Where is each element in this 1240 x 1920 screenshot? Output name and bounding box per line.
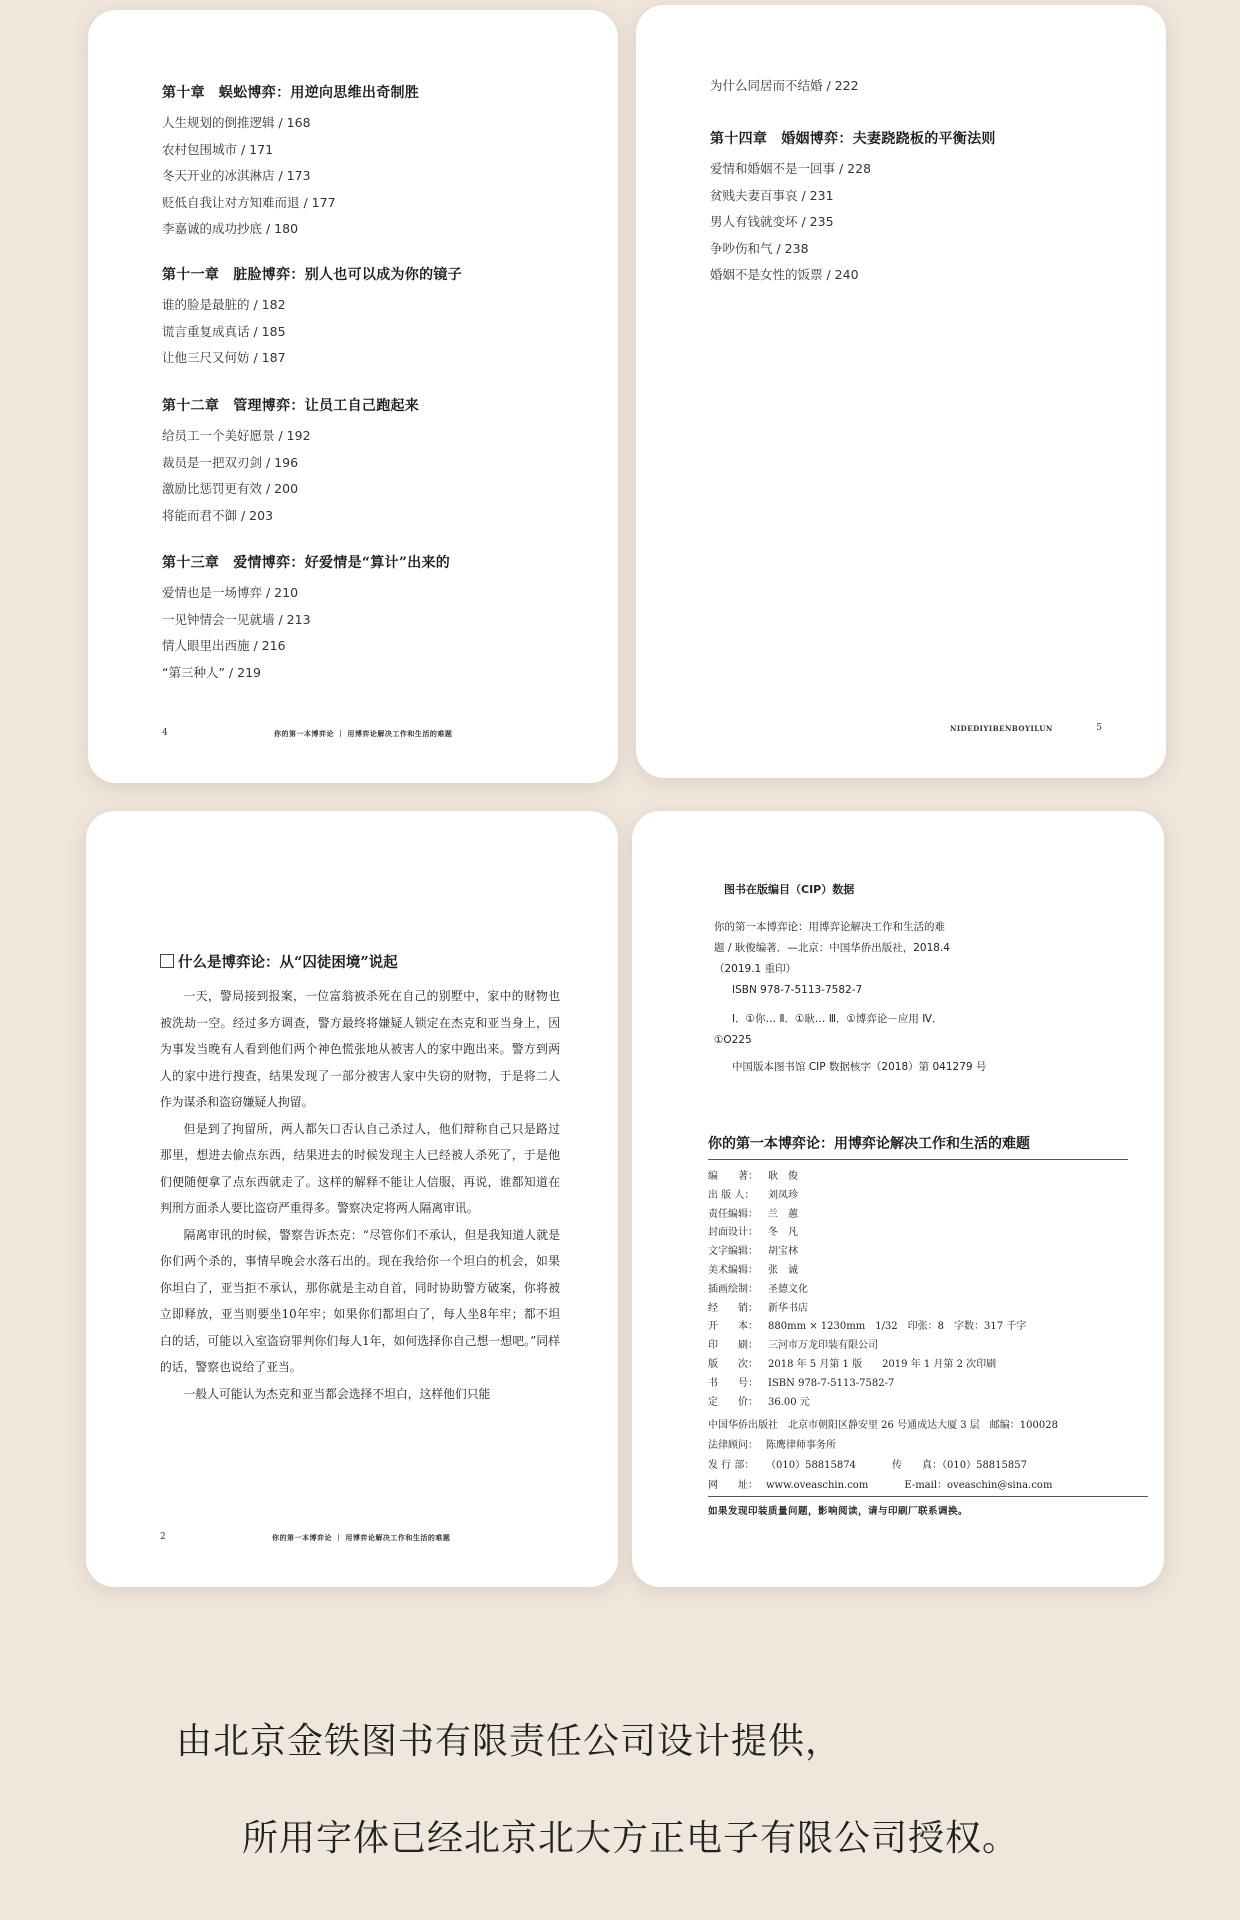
credit-row: 定 价： 36.00 元 bbox=[708, 1396, 810, 1408]
toc-item: 李嘉诚的成功抄底 / 180 bbox=[162, 221, 299, 236]
body-page bbox=[86, 811, 618, 1587]
credit-row: 封面设计： 冬 凡 bbox=[708, 1227, 798, 1239]
chapter-block-10 bbox=[162, 82, 598, 243]
running-head: NIDEDIYIBENBOYILUN bbox=[950, 724, 1053, 733]
toc-item: 爱情和婚姻不是一回事 / 228 bbox=[710, 161, 872, 176]
toc-item: 男人有钱就变坏 / 235 bbox=[710, 214, 834, 229]
cip-line: ISBN 978-7-5113-7582-7 bbox=[732, 984, 863, 996]
credit-row: 美术编辑： 张 诚 bbox=[708, 1264, 798, 1276]
cip-line: （2019.1 重印） bbox=[714, 963, 797, 975]
credit-row: 插画绘制： 圣德文化 bbox=[708, 1283, 808, 1295]
toc-page-right bbox=[636, 5, 1166, 778]
section-title: 什么是博弈论：从“囚徒困境”说起 bbox=[160, 951, 398, 972]
credit-row: 书 号： ISBN 978-7-5113-7582-7 bbox=[708, 1377, 895, 1389]
chapter-title: 第十四章 婚姻博弈：夫妻跷跷板的平衡法则 bbox=[710, 131, 996, 147]
toc-item: 贫贱夫妻百事哀 / 231 bbox=[710, 187, 834, 203]
credit-row: 责任编辑： 兰 蕙 bbox=[708, 1208, 798, 1220]
chapter-block-13 bbox=[162, 552, 598, 686]
publisher-line: 中国华侨出版社 北京市朝阳区静安里 26 号通成达大厦 3 层 邮编：100028 bbox=[708, 1420, 1058, 1431]
cip-line: 题 / 耿俊编著．—北京：中国华侨出版社，2018.4 bbox=[714, 942, 950, 954]
square-bullet-icon bbox=[160, 954, 174, 968]
chapter-block-continued bbox=[710, 73, 1146, 100]
credit-row: 开 本： 880mm × 1230mm 1/32 印张：8 字数：317 千字 bbox=[708, 1321, 1027, 1333]
cip-line: 中国版本图书馆 CIP 数据核字（2018）第 041279 号 bbox=[732, 1061, 987, 1073]
toc-item: 婚姻不是女性的饭票 / 240 bbox=[710, 267, 859, 282]
body-text bbox=[160, 983, 560, 1407]
running-head: 你的第一本博弈论 ｜ 用博弈论解决工作和生活的难题 bbox=[272, 1533, 451, 1542]
chapter-title: 第十章 蜈蚣博弈：用逆向思维出奇制胜 bbox=[162, 85, 420, 101]
page-number: 4 bbox=[162, 728, 168, 738]
cip-line: 你的第一本博弈论：用博弈论解决工作和生活的难 bbox=[714, 921, 945, 933]
quality-notice: 如果发现印装质量问题，影响阅读，请与印刷厂联系调换。 bbox=[708, 1506, 969, 1517]
cip-heading: 图书在版编目（CIP）数据 bbox=[724, 883, 855, 896]
credit-row: 文字编辑： 胡宝林 bbox=[708, 1246, 798, 1258]
chapter-block-14 bbox=[710, 128, 1146, 289]
credit-row: 编 著： 耿 俊 bbox=[708, 1171, 798, 1182]
toc-item: 谎言重复成真话 / 185 bbox=[162, 323, 286, 339]
credit-row: 版 次： 2018 年 5 月第 1 版 2019 年 1 月第 2 次印刷 bbox=[708, 1358, 997, 1370]
contact-row: 发 行 部： （010）58815874 传 真：（010）58815857 bbox=[708, 1460, 1027, 1471]
toc-item: 争吵伤和气 / 238 bbox=[710, 240, 809, 256]
toc-item: 人生规划的倒推逻辑 / 168 bbox=[162, 115, 311, 130]
cip-line: ①O225 bbox=[714, 1034, 752, 1046]
toc-item: 让他三尺又何妨 / 187 bbox=[162, 350, 286, 365]
toc-page-left bbox=[88, 10, 618, 783]
toc-item: 给员工一个美好愿景 / 192 bbox=[162, 428, 311, 443]
credit-line-1: 由北京金铁图书有限责任公司设计提供， bbox=[176, 1721, 843, 1762]
paragraph: 一般人可能认为杰克和亚当都会选择不坦白，这样他们只能 bbox=[183, 1386, 491, 1401]
chapter-block-12 bbox=[162, 395, 598, 529]
credit-row: 印 刷： 三河市万龙印装有限公司 bbox=[708, 1340, 878, 1352]
toc-item: 谁的脸是最脏的 / 182 bbox=[162, 297, 286, 312]
paragraph: 一天，警局接到报案，一位富翁被杀死在自己的别墅中，家中的财物也被洗劫一空。经过多方调查，警方最终将嫌疑人锁定在杰克和亚当身上，因为事发当晚有人看到他们两个神色慌张地从被害人的家中跑出来。警方到两人的家中进行搜查，结果发现了一部分被害人家中失窃的财物，于是将二人作为谋杀和盗窃嫌疑人拘留。 bbox=[160, 989, 560, 1109]
toc-item: 为什么同居而不结婚 / 222 bbox=[710, 78, 859, 93]
publisher-block bbox=[708, 1416, 1148, 1517]
chapter-title: 第十二章 管理博弈：让员工自己跑起来 bbox=[162, 398, 420, 414]
page-number: 5 bbox=[1096, 723, 1102, 733]
running-head: 你的第一本博弈论 ｜ 用博弈论解决工作和生活的难题 bbox=[274, 729, 453, 738]
credit-line-2: 所用字体已经北京北大方正电子有限公司授权。 bbox=[242, 1818, 1020, 1859]
toc-item: 冬天开业的冰淇淋店 / 173 bbox=[162, 168, 311, 183]
credit-row: 经 销： 新华书店 bbox=[708, 1302, 808, 1314]
chapter-block-11 bbox=[162, 264, 598, 372]
paragraph: 但是到了拘留所，两人都矢口否认自己杀过人，他们辩称自己只是路过那里，想进去偷点东西，结果进去的时候发现主人已经被人杀死了，于是他们便随便拿了点东西就走了。这样的解释不能让人信服，再说，谁都知道在判刑方面杀人要比盗窃严重得多。警察决定将两人隔离审讯。 bbox=[160, 1121, 560, 1215]
toc-item: 一见钟情会一见就墙 / 213 bbox=[162, 611, 311, 627]
toc-item: 激励比惩罚更有效 / 200 bbox=[162, 481, 299, 496]
toc-item: 爱情也是一场博弈 / 210 bbox=[162, 585, 299, 600]
toc-item: “第三种人” / 219 bbox=[162, 664, 261, 680]
legal-row: 法律顾问： 陈鹰律师事务所 bbox=[708, 1440, 836, 1451]
credits-list bbox=[708, 1168, 1138, 1412]
web-row: 网 址： www.oveaschin.com E-mail：oveaschin@sina.com bbox=[708, 1476, 1148, 1497]
credit-row: 出 版 人： 刘凤珍 bbox=[708, 1189, 798, 1201]
toc-item: 农村包围城市 / 171 bbox=[162, 141, 274, 157]
toc-item: 裁员是一把双刃剑 / 196 bbox=[162, 454, 299, 470]
chapter-title: 第十三章 爱情博弈：好爱情是“算计”出来的 bbox=[162, 555, 451, 571]
toc-item: 情人眼里出西施 / 216 bbox=[162, 638, 286, 653]
toc-item: 将能而君不御 / 203 bbox=[162, 507, 274, 523]
book-title: 你的第一本博弈论：用博弈论解决工作和生活的难题 bbox=[708, 1133, 1128, 1160]
cip-block bbox=[714, 881, 1124, 1078]
paragraph: 隔离审讯的时候，警察告诉杰克：“尽管你们不承认，但是我知道人就是你们两个杀的，事情早晚会水落石出的。现在我给你一个坦白的机会，如果你坦白了，亚当拒不承认，那你就是主动自首，同时协助警方破案，你将被立即释放，亚当则要坐10年牢；如果你们都坦白了，每人坐8年牢；都不坦白的话，可能以入室盗窃罪判你们每人1年，如何选择你自己想一想吧。”同样的话，警察也说给了亚当。 bbox=[160, 1227, 560, 1374]
chapter-title: 第十一章 脏脸博弈：别人也可以成为你的镜子 bbox=[162, 267, 463, 283]
cip-line: Ⅰ．①你… Ⅱ．①耿… Ⅲ．①博弈论－应用 Ⅳ． bbox=[732, 1013, 943, 1025]
copyright-page bbox=[632, 811, 1164, 1587]
toc-item: 贬低自我让对方知难而退 / 177 bbox=[162, 194, 336, 210]
page-number: 2 bbox=[160, 1532, 166, 1542]
